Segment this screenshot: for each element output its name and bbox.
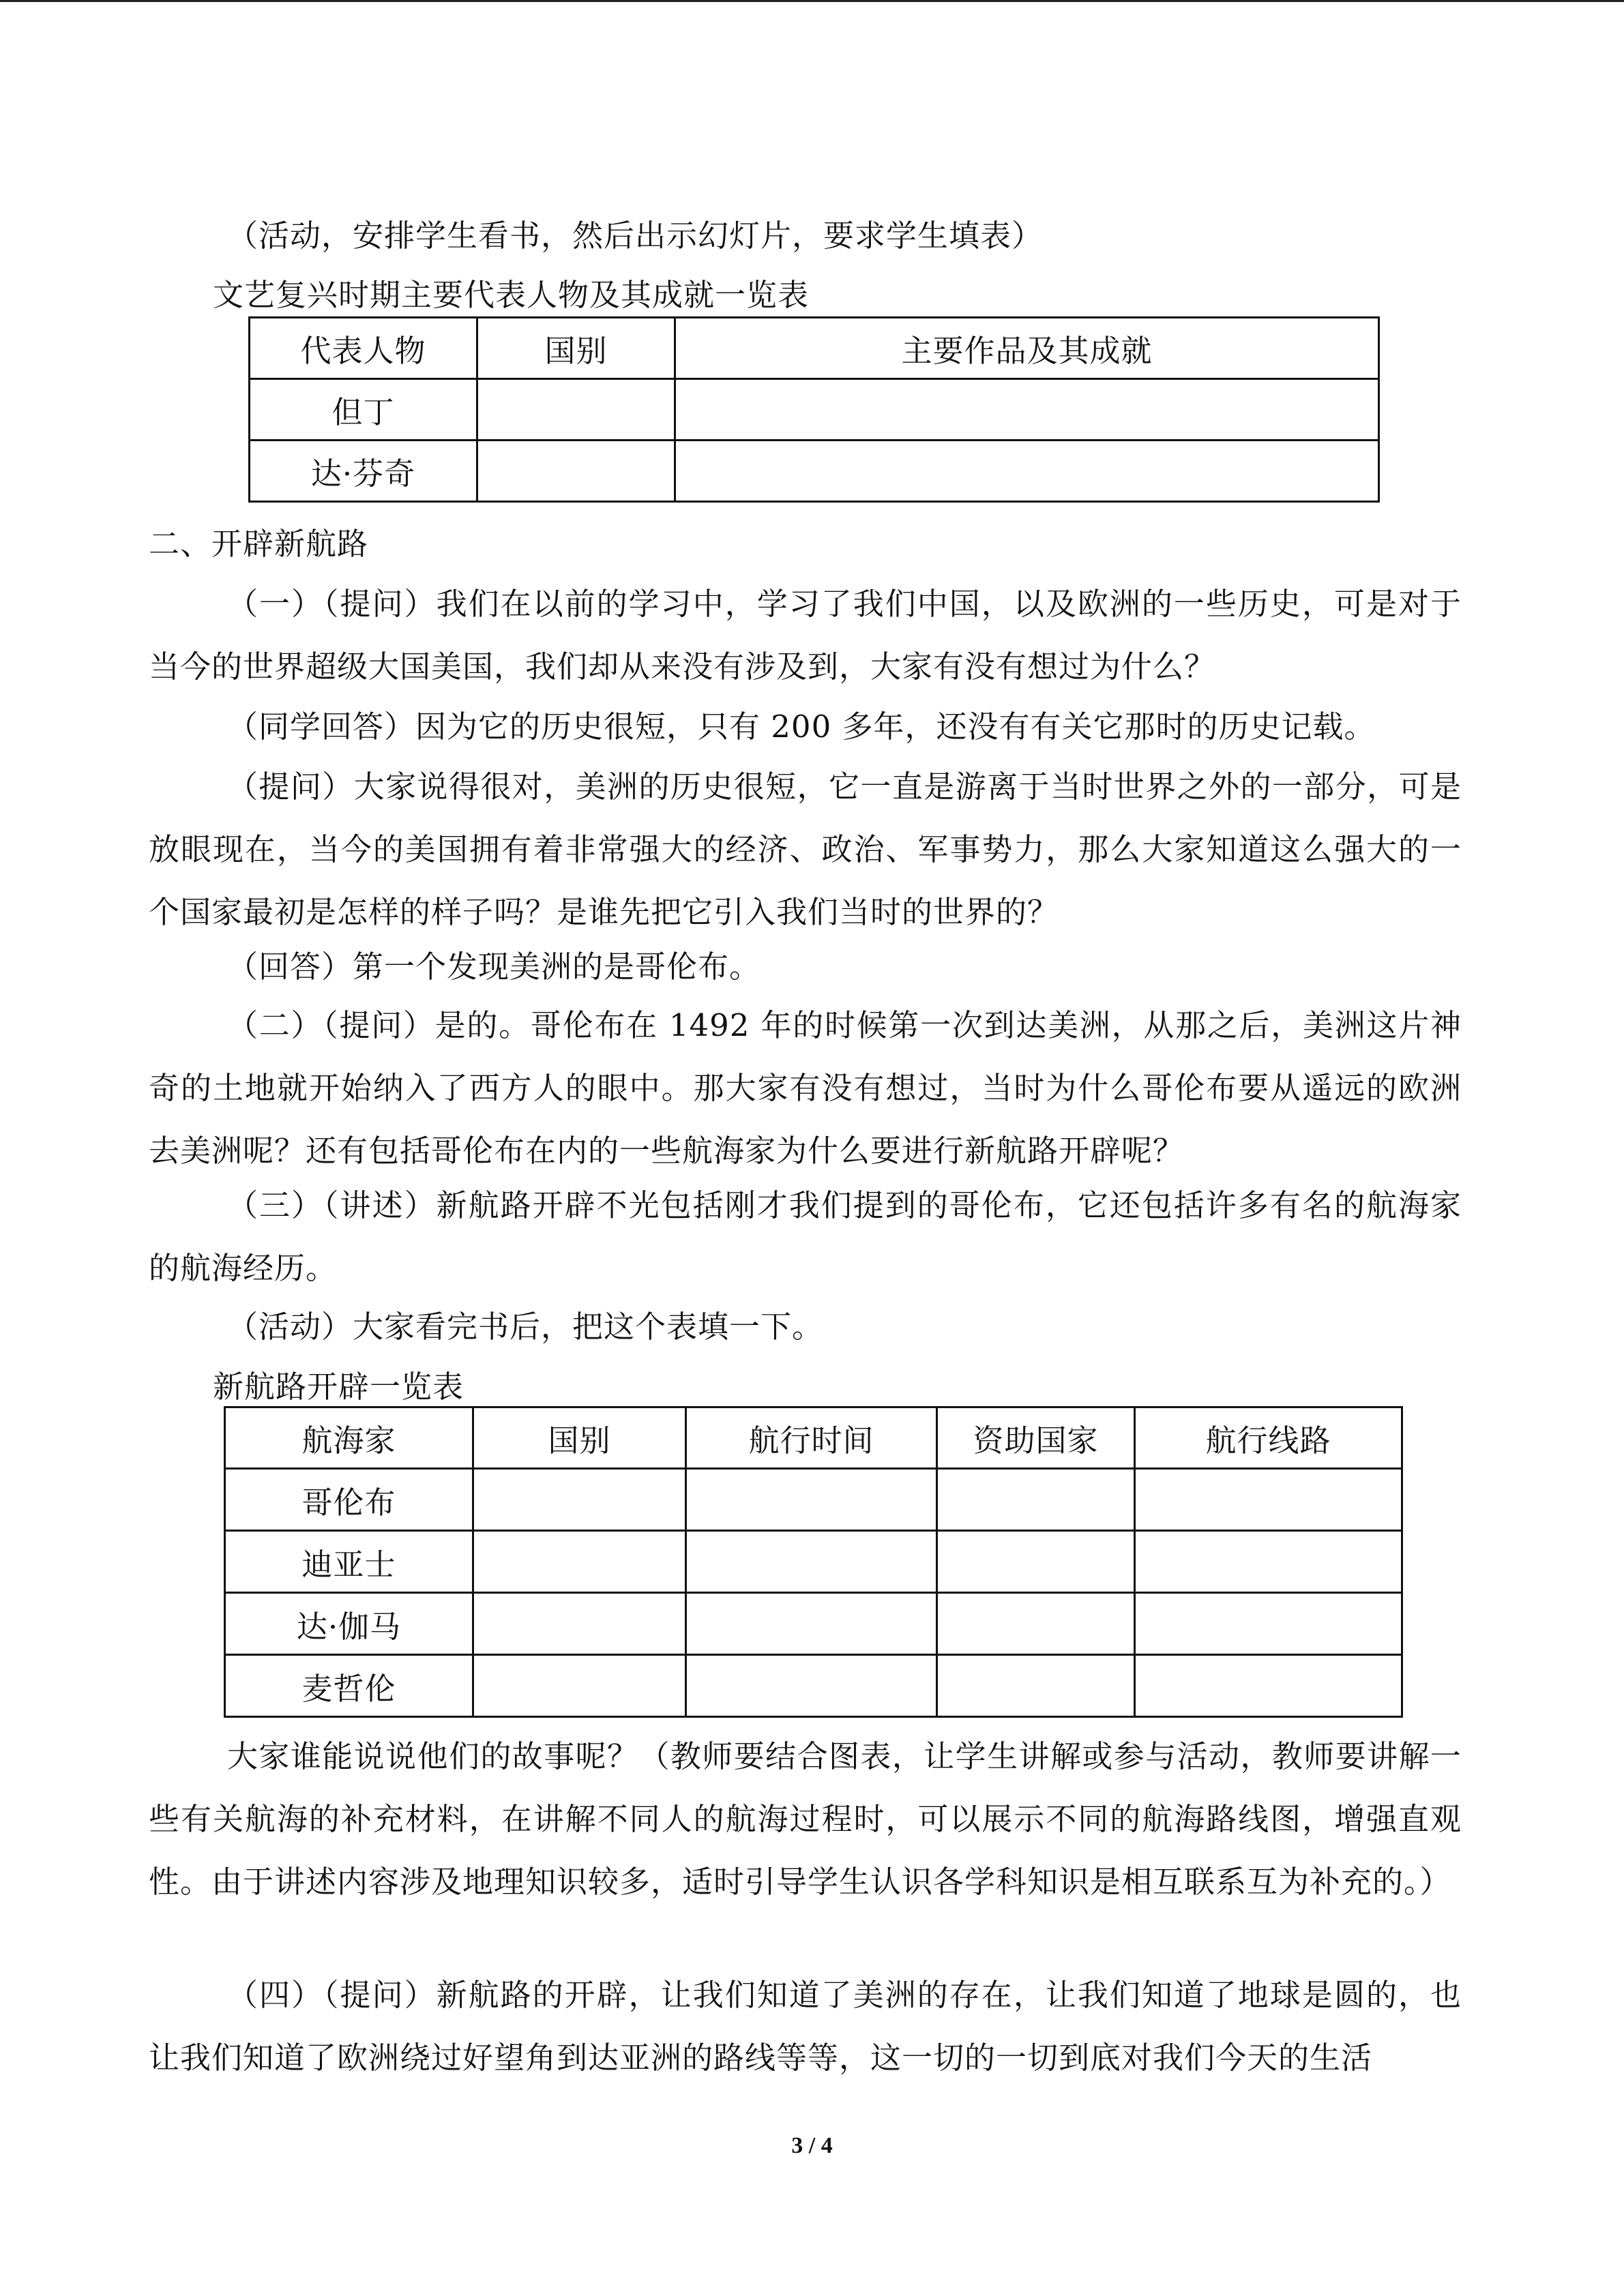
table-row — [250, 441, 1379, 502]
table-cell — [675, 379, 1379, 441]
table-row — [225, 1593, 1402, 1655]
table-header-row — [250, 318, 1379, 379]
table-row — [225, 1531, 1402, 1593]
table-cell — [937, 1531, 1135, 1593]
table-cell — [473, 1593, 686, 1655]
table-cell — [1135, 1655, 1402, 1717]
top-border-line — [0, 0, 1624, 2]
paragraph: （三）（讲述）新航路开辟不光包括刚才我们提到的哥伦布，它还包括许多有名的航海家的航海经历。 — [149, 1187, 1462, 1286]
table-cell — [1135, 1469, 1402, 1531]
table-header-cell: 主要作品及其成就 — [675, 318, 1379, 379]
new-routes-table — [224, 1406, 1403, 1718]
table-cell — [686, 1593, 937, 1655]
table-cell — [686, 1469, 937, 1531]
renaissance-figures-table — [248, 316, 1380, 503]
intro-activity-text: （活动，安排学生看书，然后出示幻灯片，要求学生填表） — [227, 218, 1044, 254]
table-cell — [473, 1531, 686, 1593]
table-header-cell: 代表人物 — [250, 318, 477, 379]
table-cell — [675, 441, 1379, 502]
table-header-cell: 资助国家 — [937, 1407, 1135, 1469]
section-heading: 二、开辟新航路 — [149, 526, 369, 562]
table2-caption: 新航路开辟一览表 — [213, 1369, 464, 1405]
table-header-cell: 国别 — [477, 318, 675, 379]
table-cell: 达·伽马 — [225, 1593, 473, 1655]
table-header-cell: 航海家 — [225, 1407, 473, 1469]
paragraph: （同学回答）因为它的历史很短，只有 200 多年，还没有有关它那时的历史记载。 — [227, 709, 1376, 745]
table-cell — [1135, 1531, 1402, 1593]
table-cell — [937, 1593, 1135, 1655]
table-cell — [473, 1469, 686, 1531]
paragraph: （四）（提问）新航路的开辟，让我们知道了美洲的存在，让我们知道了地球是圆的，也让我们知道了欧洲绕过好望角到达亚洲的路线等等，这一切的一切到底对我们今天的生活 — [149, 1977, 1462, 2076]
table-row — [225, 1469, 1402, 1531]
table-cell — [477, 379, 675, 441]
table-cell: 达·芬奇 — [250, 441, 477, 502]
page-number: 3 / 4 — [791, 2133, 833, 2158]
table-cell: 迪亚士 — [225, 1531, 473, 1593]
table-row — [225, 1655, 1402, 1717]
table-header-row — [225, 1407, 1402, 1469]
table-header-cell: 航行线路 — [1135, 1407, 1402, 1469]
table-cell — [1135, 1593, 1402, 1655]
table-cell — [473, 1655, 686, 1717]
table-cell: 哥伦布 — [225, 1469, 473, 1531]
paragraph: （一）（提问）我们在以前的学习中，学习了我们中国，以及欧洲的一些历史，可是对于当今的世界超级大国美国，我们却从来没有涉及到，大家有没有想过为什么？ — [149, 586, 1462, 685]
table-cell — [686, 1655, 937, 1717]
paragraph: （活动）大家看完书后，把这个表填一下。 — [227, 1309, 824, 1345]
table-header-cell: 国别 — [473, 1407, 686, 1469]
table-cell — [937, 1655, 1135, 1717]
table-cell: 麦哲伦 — [225, 1655, 473, 1717]
paragraph: （回答）第一个发现美洲的是哥伦布。 — [227, 949, 761, 985]
table-header-cell: 航行时间 — [686, 1407, 937, 1469]
table-cell: 但丁 — [250, 379, 477, 441]
table-cell — [937, 1469, 1135, 1531]
table-row — [250, 379, 1379, 441]
table-cell — [686, 1531, 937, 1593]
paragraph: （提问）大家说得很对，美洲的历史很短，它一直是游离于当时世界之外的一部分，可是放眼现在，当今的美国拥有着非常强大的经济、政治、军事势力，那么大家知道这么强大的一个国家最初是怎样的样子吗？是谁先把它引入我们当时的世界的？ — [149, 769, 1462, 930]
table-cell — [477, 441, 675, 502]
table1-caption: 文艺复兴时期主要代表人物及其成就一览表 — [213, 277, 810, 313]
paragraph: （二）（提问）是的。哥伦布在 1492 年的时候第一次到达美洲，从那之后，美洲这片神奇的土地就开始纳入了西方人的眼中。那大家有没有想过，当时为什么哥伦布要从遥远的欧洲去美洲呢？还有包括哥伦布在内的一些航海家为什么要进行新航路开辟呢？ — [149, 1007, 1462, 1169]
paragraph: 大家谁能说说他们的故事呢？（教师要结合图表，让学生讲解或参与活动，教师要讲解一些有关航海的补充材料，在讲解不同人的航海过程时，可以展示不同的航海路线图，增强直观性。由于讲述内容涉及地理知识较多，适时引导学生认识各学科知识是相互联系互为补充的。） — [149, 1738, 1462, 1900]
